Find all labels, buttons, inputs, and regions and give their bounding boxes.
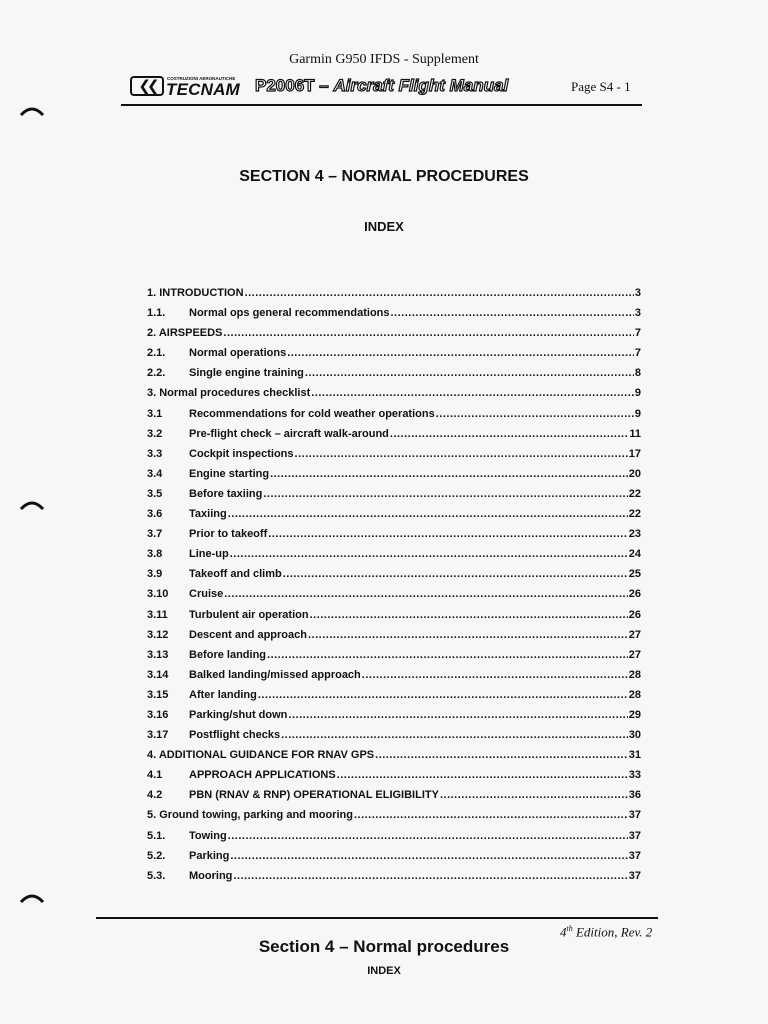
toc-entry-title: APPROACH APPLICATIONS [189, 769, 336, 782]
header-rule [121, 104, 642, 106]
toc-entry [147, 685, 641, 705]
toc-entry-title: Normal ops general recommendations [189, 307, 390, 320]
toc-entry [147, 283, 641, 303]
toc-leader-dots [440, 785, 628, 805]
toc-entry-page: 20 [628, 467, 641, 480]
toc-entry-page: 37 [628, 849, 641, 862]
toc-leader-dots [230, 544, 628, 564]
toc-entry-page: 17 [628, 447, 641, 460]
toc-entry-page: 28 [628, 668, 641, 681]
toc-entry-number: 3.13 [147, 648, 169, 661]
toc-leader-dots [233, 866, 627, 886]
toc-leader-dots [337, 765, 628, 785]
logo-subtext: COSTRUZIONI AERONAUTICHE [167, 76, 236, 81]
toc-entry-page: 31 [628, 749, 641, 762]
toc-entry-page: 28 [628, 688, 641, 701]
toc-entry [147, 303, 641, 323]
edition-superscript: th [566, 924, 573, 933]
toc-entry-number: 2.1. [147, 347, 166, 360]
toc-entry-title: Parking/shut down [189, 708, 288, 721]
toc-entry-title: Parking [189, 849, 230, 862]
toc-entry-number: 3.14 [147, 668, 169, 681]
toc-entry-page: 36 [628, 789, 641, 802]
toc-entry [147, 544, 641, 564]
toc-leader-dots [288, 705, 627, 725]
toc-entry-page: 9 [634, 387, 641, 400]
toc-entry-number: 5.2. [147, 849, 166, 862]
toc-entry-number: 3.16 [147, 708, 169, 721]
toc-entry-number: 5.3. [147, 869, 166, 882]
toc-entry [147, 564, 641, 584]
toc-entry-number: 3.10 [147, 588, 169, 601]
toc-entry-number: 4. ADDITIONAL GUIDANCE FOR RNAV GPS [147, 749, 375, 762]
toc-entry [147, 765, 641, 785]
toc-entry [147, 424, 641, 444]
toc-entry-title: Descent and approach [189, 628, 307, 641]
toc-leader-dots [311, 383, 634, 403]
page-number: Page S4 - 1 [571, 79, 631, 94]
toc-entry-page: 33 [628, 769, 641, 782]
toc-entry-page: 22 [628, 508, 641, 521]
toc-leader-dots [267, 645, 628, 665]
toc-entry-page: 22 [628, 487, 641, 500]
supplement-title: Garmin G950 IFDS - Supplement [289, 52, 479, 67]
toc-leader-dots [310, 605, 628, 625]
toc-leader-dots [270, 464, 628, 484]
toc-entry-number: 3.2 [147, 427, 163, 440]
manual-model: P2006T [255, 76, 315, 95]
toc-entry [147, 343, 641, 363]
toc-entry [147, 846, 641, 866]
toc-leader-dots [354, 805, 628, 825]
toc-entry [147, 725, 641, 745]
toc-entry [147, 444, 641, 464]
toc-entry-title: Single engine training [189, 367, 304, 380]
toc-leader-dots [287, 343, 634, 363]
toc-entry-number: 3.3 [147, 447, 163, 460]
toc-leader-dots [245, 283, 634, 303]
toc-entry-page: 3 [634, 307, 641, 320]
toc-entry-page: 29 [628, 708, 641, 721]
toc-entry-page: 3 [634, 287, 641, 299]
toc-entry-number: 2. AIRSPEEDS [147, 327, 223, 340]
toc-entry-number: 5. Ground towing, parking and mooring [147, 809, 353, 822]
section-heading: SECTION 4 – NORMAL PROCEDURES [239, 168, 529, 185]
toc-entry-page: 26 [628, 608, 641, 621]
toc-leader-dots [263, 484, 627, 504]
toc-entry [147, 866, 641, 886]
toc-entry-title: Postflight checks [189, 729, 281, 742]
index-heading: INDEX [364, 219, 404, 234]
toc-leader-dots [223, 323, 633, 343]
toc-entry-title: Prior to takeoff [189, 528, 268, 541]
toc-entry-number: 3.8 [147, 548, 163, 561]
manual-title [255, 76, 508, 96]
toc-entry [147, 524, 641, 544]
toc-entry-number: 3.5 [147, 487, 163, 500]
toc-entry-number: 2.2. [147, 367, 166, 380]
toc-entry-number: 3.17 [147, 729, 169, 742]
toc-entry-page: 7 [634, 327, 641, 340]
toc-entry-page: 27 [628, 648, 641, 661]
toc-entry-number: 1. INTRODUCTION [147, 287, 244, 299]
toc-entry [147, 484, 641, 504]
toc-entry [147, 323, 641, 343]
toc-entry-number: 3.6 [147, 508, 163, 521]
toc-leader-dots [228, 826, 628, 846]
manual-name: Aircraft Flight Manual [333, 76, 509, 95]
binder-hole-mark [20, 106, 44, 116]
toc-entry-page: 37 [628, 869, 641, 882]
toc-entry-title: Cockpit inspections [189, 447, 294, 460]
toc-entry-title: Before landing [189, 648, 267, 661]
toc-leader-dots [362, 665, 628, 685]
toc-entry-page: 9 [634, 407, 641, 420]
toc-entry [147, 805, 641, 825]
logo-name: TECNAM [166, 80, 240, 99]
footer-index-label: INDEX [367, 965, 401, 977]
toc-leader-dots [230, 846, 627, 866]
edition-text: Edition, Rev. 2 [572, 924, 653, 940]
toc-entry [147, 404, 641, 424]
toc-entry [147, 464, 641, 484]
toc-entry-title: Turbulent air operation [189, 608, 309, 621]
toc-entry-title: Balked landing/missed approach [189, 668, 361, 681]
edition-number: 4 [560, 924, 567, 940]
toc-leader-dots [308, 625, 628, 645]
footer-section-title: Section 4 – Normal procedures [258, 937, 510, 956]
toc-entry-title: After landing [189, 688, 257, 701]
toc-leader-dots [283, 564, 628, 584]
toc-entry-page: 30 [628, 729, 641, 742]
toc-entry-number: 3.4 [147, 467, 163, 480]
toc-entry-title: Pre-flight check – aircraft walk-around [189, 427, 389, 440]
toc-entry-number: 3.12 [147, 628, 169, 641]
toc-entry-title: Cruise [189, 588, 224, 601]
toc-entry [147, 363, 641, 383]
toc-entry [147, 645, 641, 665]
toc-entry-title: Line-up [189, 548, 229, 561]
tecnam-arrows-icon: ❮❮ [130, 76, 164, 96]
toc-entry-number: 4.1 [147, 769, 163, 782]
toc-leader-dots [228, 504, 628, 524]
binder-hole-mark [20, 500, 44, 510]
toc-entry [147, 605, 641, 625]
toc-entry-page: 11 [629, 427, 641, 440]
toc-entry-title: Before taxiing [189, 487, 263, 500]
toc-entry-number: 5.1. [147, 829, 166, 842]
toc-leader-dots [391, 303, 634, 323]
toc-entry [147, 705, 641, 725]
toc-leader-dots [390, 424, 628, 444]
toc-entry-title: Engine starting [189, 467, 270, 480]
toc-leader-dots [375, 745, 628, 765]
toc-entry-title: Takeoff and climb [189, 568, 282, 581]
toc-entry-number: 3.7 [147, 528, 163, 541]
toc-entry [147, 826, 641, 846]
toc-entry-title: Recommendations for cold weather operations [189, 407, 435, 420]
toc-entry [147, 785, 641, 805]
binder-hole-mark [20, 893, 44, 903]
toc-leader-dots [281, 725, 628, 745]
toc-entry [147, 383, 641, 403]
toc-entry-page: 8 [634, 367, 641, 380]
toc-entry-number: 3.11 [147, 608, 168, 621]
toc-entry-number: 1.1. [147, 307, 166, 320]
tecnam-logo [130, 74, 238, 100]
toc-entry-number: 3. Normal procedures checklist [147, 387, 311, 400]
toc-entry [147, 745, 641, 765]
toc-entry-title: PBN (RNAV & RNP) OPERATIONAL ELIGIBILITY [189, 789, 439, 802]
toc-entry [147, 584, 641, 604]
toc-entry-page: 25 [628, 568, 641, 581]
toc-leader-dots [268, 524, 628, 544]
toc-leader-dots [258, 685, 628, 705]
toc-entry-title: Normal operations [189, 347, 287, 360]
toc-entry [147, 625, 641, 645]
toc-entry-page: 27 [628, 628, 641, 641]
toc-entry-page: 23 [628, 528, 641, 541]
toc-entry [147, 665, 641, 685]
toc-leader-dots [224, 584, 628, 604]
toc-entry-title: Taxiing [189, 508, 227, 521]
toc-entry [147, 504, 641, 524]
toc-entry-page: 24 [628, 548, 641, 561]
toc-leader-dots [436, 404, 634, 424]
manual-dash: – [314, 76, 334, 95]
footer-rule [96, 917, 658, 919]
toc-entry-number: 4.2 [147, 789, 163, 802]
toc-entry-page: 7 [634, 347, 641, 360]
table-of-contents [147, 283, 641, 886]
toc-entry-number: 3.1 [147, 407, 163, 420]
toc-entry-number: 3.15 [147, 688, 169, 701]
toc-entry-title: Towing [189, 829, 227, 842]
toc-entry-page: 26 [628, 588, 641, 601]
toc-entry-title: Mooring [189, 869, 233, 882]
toc-entry-page: 37 [628, 829, 641, 842]
toc-entry-number: 3.9 [147, 568, 163, 581]
toc-entry-page: 37 [628, 809, 641, 822]
toc-leader-dots [295, 444, 628, 464]
toc-leader-dots [305, 363, 634, 383]
